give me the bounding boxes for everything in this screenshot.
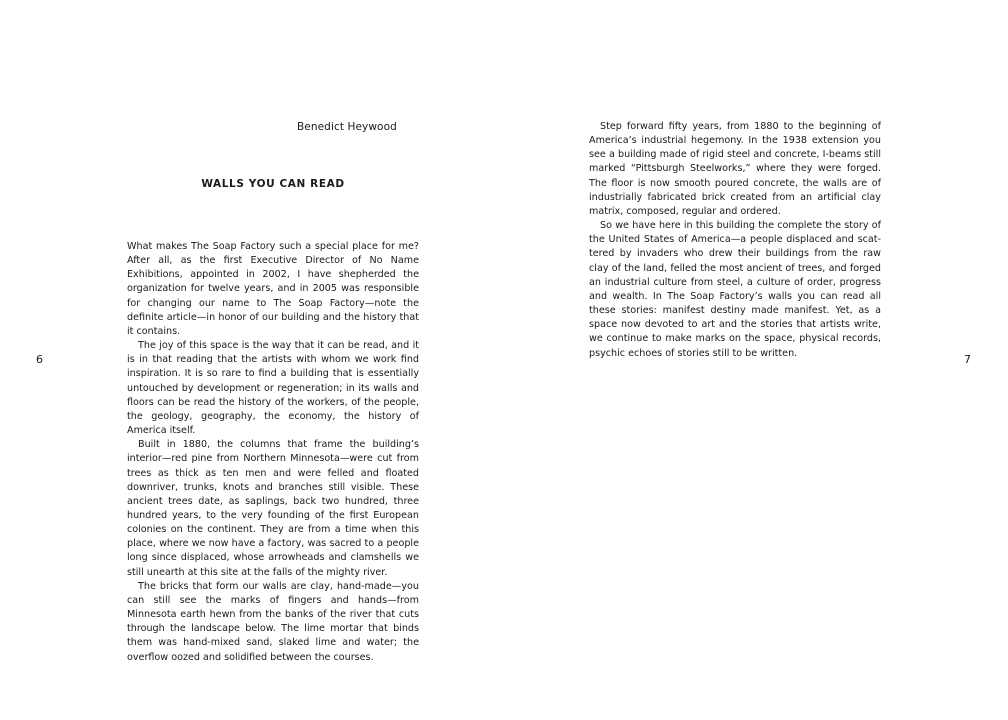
author-name: Benedict Heywood <box>297 121 397 133</box>
paragraph: Built in 1880, the columns that frame the building’s interior—red pine from Northern Minnesota—were cut from trees as thick as ten men and were felled and floated downriver, trunks, knots and branches still visible. These ancient trees date, as saplings, back two hundred, three hundred years, to the very founding of the first European colonies on the continent. They are from a time when this place, where we now have a factory, was sacred to a people long since displaced, whose arrowheads and clamshells we still unearth at this site at the falls of the mighty river. <box>127 439 419 578</box>
paragraph: The bricks that form our walls are clay, hand-made—you can still see the marks of fingers and hands—from Minnesota earth hewn from the banks of the river that cuts through the landscape below. The lime mortar that binds them was hand-mixed sand, slaked lime and water; the overflow oozed and solidified between the courses. <box>127 580 419 663</box>
page-number-left: 6 <box>36 353 43 366</box>
essay-title: WALLS YOU CAN READ <box>201 178 345 190</box>
paragraph: What makes The Soap Factory such a special place for me? After all, as the first Executive Director of No Name Exhibitions, appointed in 2002, I have shepherded the organization for twelve years, and in 2005 was responsible for changing our name to The Soap Factory—note the definite article—in honor of our building and the history that it contains. <box>127 241 419 337</box>
left-body-text <box>127 240 419 665</box>
paragraph: So we have here in this building the complete the story of the United States of America—a people displaced and scattered by invaders who drew their buildings from the raw clay of the land, felled the most ancient of trees, and forged an industrial culture from steel, a culture of order, progress and wealth. In The Soap Factory’s walls you can read all these stories: manifest destiny made manifest. Yet, as a space now devoted to art and the stories that artists write, we continue to make marks on the space, physical records, psychic echoes of stories still to be written. <box>589 220 881 359</box>
right-body-text <box>589 120 881 361</box>
right-page <box>504 0 1008 720</box>
paragraph: Step forward fifty years, from 1880 to the beginning of America’s industrial hegemony. In the 1938 extension you see a building made of rigid steel and concrete, I-beams still marked “Pittsburgh Steelworks,” where they were forged. The floor is now smooth poured concrete, the walls are of industrially fabricated brick created from an artificial clay matrix, composed, regular and ordered. <box>589 121 881 217</box>
page-number-right: 7 <box>964 353 971 366</box>
paragraph: The joy of this space is the way that it can be read, and it is in that reading that the artists with whom we work find inspiration. It is so rare to find a building that is essentially untouched by development or regeneration; in its walls and floors can be read the history of the workers, of the people, the geology, geography, the economy, the history of America itself. <box>127 340 419 437</box>
